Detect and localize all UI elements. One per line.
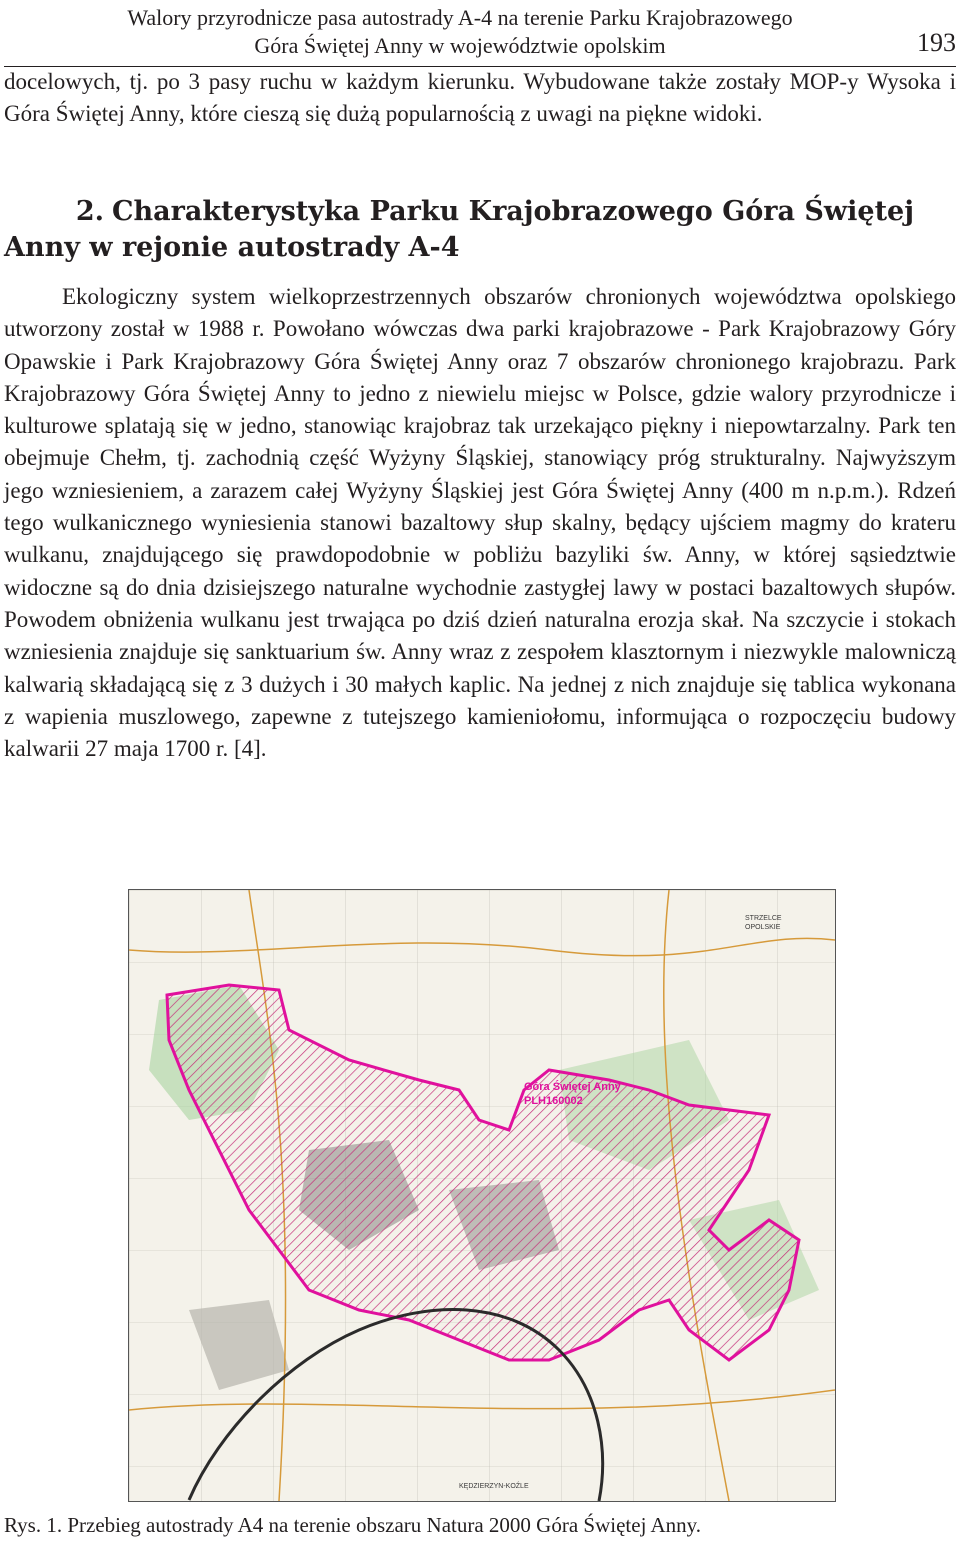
map-town-opolskie: OPOLSKIE [745,924,781,931]
natura-2000-map [128,889,836,1502]
figure-caption: Rys. 1. Przebieg autostrady A4 na terenie obszaru Natura 2000 Góra Świętej Anny. [4,1513,702,1537]
running-head-title-line-1: Walory przyrodnicze pasa autostrady A-4 na terenie Parku Krajobrazowego [127,5,793,30]
page-number: 193 [917,28,956,57]
map-town-kedzierzyn: KĘDZIERZYN-KOŹLE [459,1483,529,1490]
map-graphic [129,890,835,1501]
running-head-title-line-2: Góra Świętej Anny w województwie opolskim [254,33,666,58]
map-town-strzelce: STRZELCE [745,915,782,922]
section-heading [4,194,956,266]
intro-paragraph: docelowych, tj. po 3 pasy ruchu w każdym kierunku. Wybudowane także zostały MOP-y Wysoka i Góra Świętej Anny, które cieszą się dużą popularnością z uwagi na piękne widoki. [4,69,956,127]
body-paragraph: Ekologiczny system wielkoprzestrzennych obszarów chronionych województwa opolskiego utworzony został w 1988 r. Powołano wówczas dwa parki krajobrazowe - Park Krajobrazowy Góry Opawskie i Park Krajobrazowy Góra Świętej Anny oraz 7 obszarów chronionego krajobrazu. Park Krajobrazowy Góra Świętej Anny to jedno z niewielu miejsc w Polsce, gdzie walory przyrodnicze i kulturowe splatają się w jedno, stanowiąc krajobraz tak urzekająco piękny i niepowtarzalny. Park ten obejmuje Chełm, tj. zachodnią część Wyżyny Śląskiej, stanowiący próg strukturalny. Najwyższym jego wzniesieniem, a zarazem całej Wyżyny Śląskiej jest Góra Świętej Anny (400 m n.p.m.). Rdzeń tego wulkanicznego wyniesienia stanowi bazaltowy słup skalny, będący ujściem magmy do krateru wulkanu, znajdującego się prawdopodobnie w pobliżu bazyliki św. Anny, w której sąsiedztwie widoczne są do dnia dzisiejszego naturalne wychodnie zastygłej lawy w postaci bazaltowych słupów. Powodem obniżenia wulkanu jest trwająca po dziś dzień naturalna erozja skał. Na szczycie i stokach wzniesienia znajduje się sanktuarium św. Anny wraz z zespołem klasztornym i niezwykle malowniczą kalwarią składającą się z 3 dużych i 30 małych kaplic. Na jednej z nich znajduje się tablica wykonana z wapienia muszlowego, zapewne z tutejszego kamieniołomu, informująca o rozpoczęciu budowy kalwarii 27 maja 1700 r. [4]. [4,284,956,762]
map-area-code: PLH160002 [524,1095,583,1107]
section-title: Charakterystyka Parku Krajobrazowego Góra Świętej Anny w rejonie autostrady A-4 [4,196,914,263]
map-area-name: Góra Świętej Anny [524,1081,621,1093]
section-number: 2. [75,196,104,227]
